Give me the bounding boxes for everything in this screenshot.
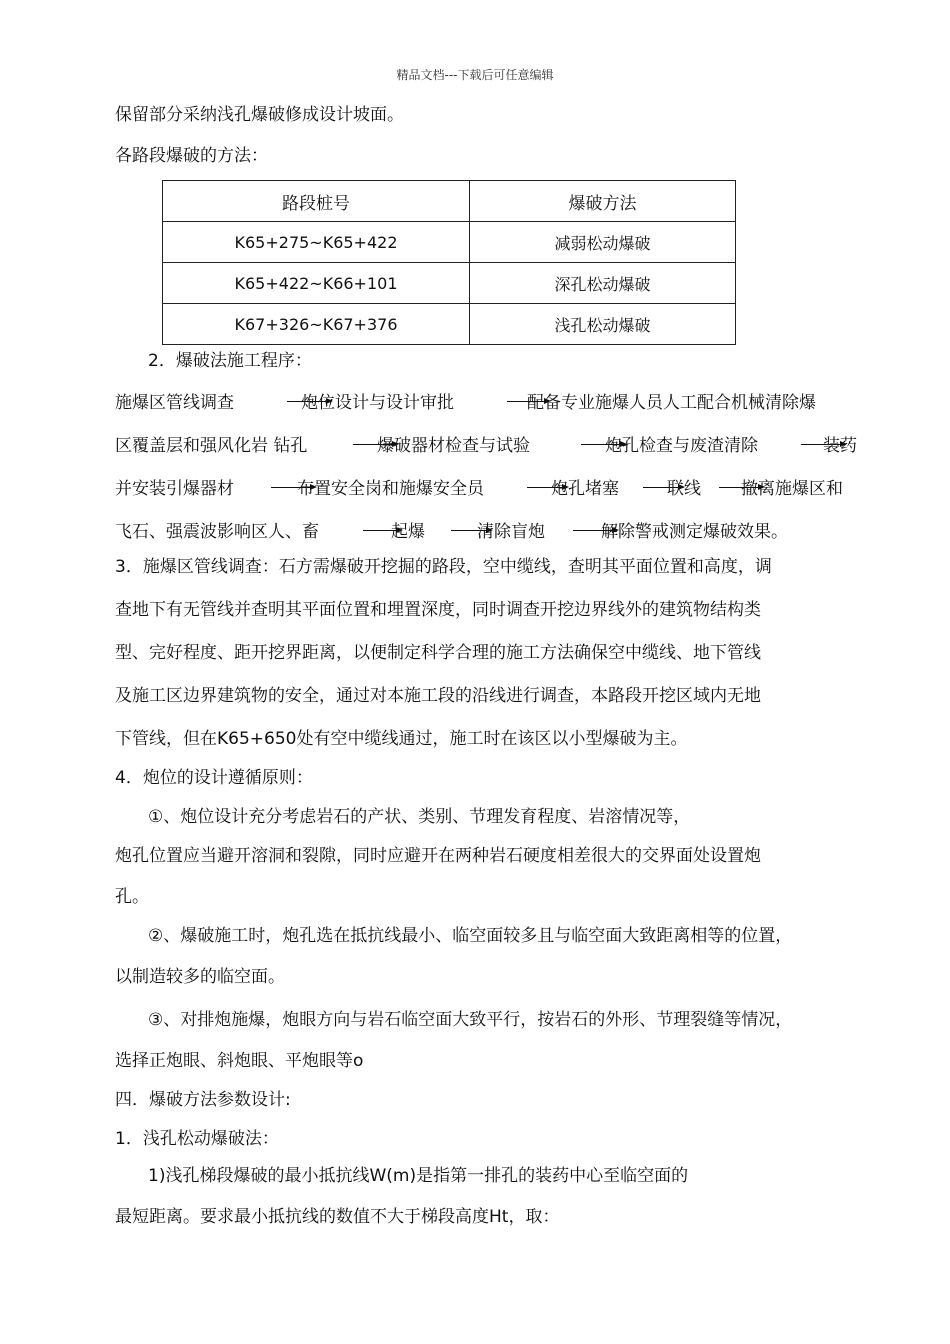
flow-step: 布置安全岗和施爆安全员 [297,479,484,499]
section-4-para-3: ③、对排炮施爆，炮眼方向与岩石临空面大致平行，按岩石的外形、节理裂缝等情况， [148,1010,793,1030]
table-header-row [163,181,736,222]
section-4-title: 4．炮位的设计遵循原则： [115,768,313,788]
table-row [163,263,736,304]
flow-step: 炮孔堵塞 [551,479,619,499]
section-4-para-2: 以制造较多的临空面。 [115,967,285,987]
intro-line-1: 保留部分采纳浅孔爆破修成设计坡面。 [115,105,404,125]
section-iv-subtitle: 1．浅孔松动爆破法： [115,1129,279,1149]
section-2-title: 2．爆破法施工程序： [148,351,312,371]
section-iv-title: 四．爆破方法参数设计: [115,1090,291,1110]
table-row [163,304,736,345]
table-header-cell: 路段桩号 [163,181,470,222]
section-4-para-1: 炮孔位置应当避开溶洞和裂隙，同时应避开在两种岩石硬度相差很大的交界面处设置炮 [115,846,761,866]
section-4-para-3: 选择正炮眼、斜炮眼、平炮眼等o [115,1051,364,1071]
table-cell: K65+422~K66+101 [163,263,470,304]
flow-step: 撤离施爆区和 [741,479,843,499]
flow-step: 飞石、强震波影响区人、畜 [115,522,319,542]
flow-step: 区覆盖层和强风化岩 钻孔 [115,436,308,456]
flow-step: 炮位设计与设计审批 [301,393,454,413]
flow-step: 装药 [823,436,857,456]
flow-step: 并安装引爆器材 [115,479,234,499]
flow-step: 施爆区管线调查 [115,393,234,413]
table-header-cell: 爆破方法 [470,181,736,222]
table-row [163,222,736,263]
flow-step: 起爆 [391,522,425,542]
section-3-line: 及施工区边界建筑物的安全，通过对本施工段的沿线进行调查，本路段开挖区域内无地 [115,686,761,706]
section-3-line: 查地下有无管线并查明其平面位置和埋置深度，同时调查开挖边界线外的建筑物结构类 [115,600,761,620]
table-cell: K65+275~K65+422 [163,222,470,263]
flow-step: 配备专业施爆人员人工配合机械清除爆 [527,393,816,413]
table-cell: 浅孔松动爆破 [470,304,736,345]
section-3-line: 3．施爆区管线调查：石方需爆破开挖掘的路段，空中缆线，查明其平面位置和高度，调 [115,557,772,577]
section-iv-para: 最短距离。要求最小抵抗线的数值不大于梯段高度Ht，取： [115,1207,560,1227]
flow-step: 清除盲炮 [477,522,545,542]
flow-step: 炮孔检查与废渣清除 [605,436,758,456]
section-4-para-1: ①、炮位设计充分考虑岩石的产状、类别、节理发育程度、岩溶情况等， [148,807,691,827]
intro-line-2: 各路段爆破的方法： [115,146,268,166]
table-cell: 减弱松动爆破 [470,222,736,263]
flow-step: 联线 [667,479,701,499]
section-4-para-2: ②、爆破施工时，炮孔选在抵抗线最小、临空面较多且与临空面大致距离相等的位置， [148,926,793,946]
section-iv-para: 1)浅孔梯段爆破的最小抵抗线W(m)是指第一排孔的装药中心至临空面的 [148,1166,689,1186]
flow-step: 爆破器材检查与试验 [377,436,530,456]
flow-step: 解除警戒测定爆破效果。 [601,522,788,542]
blasting-method-table [162,180,736,345]
table-cell: 深孔松动爆破 [470,263,736,304]
table-cell: K67+326~K67+376 [163,304,470,345]
section-3-line: 下管线，但在K65+650处有空中缆线通过，施工时在该区以小型爆破为主。 [115,729,688,749]
page-header: 精品文档---下载后可任意编辑 [396,68,554,82]
section-4-para-1: 孔。 [115,887,149,907]
section-3-line: 型、完好程度、距开挖界距离，以便制定科学合理的施工方法确保空中缆线、地下管线 [115,643,761,663]
